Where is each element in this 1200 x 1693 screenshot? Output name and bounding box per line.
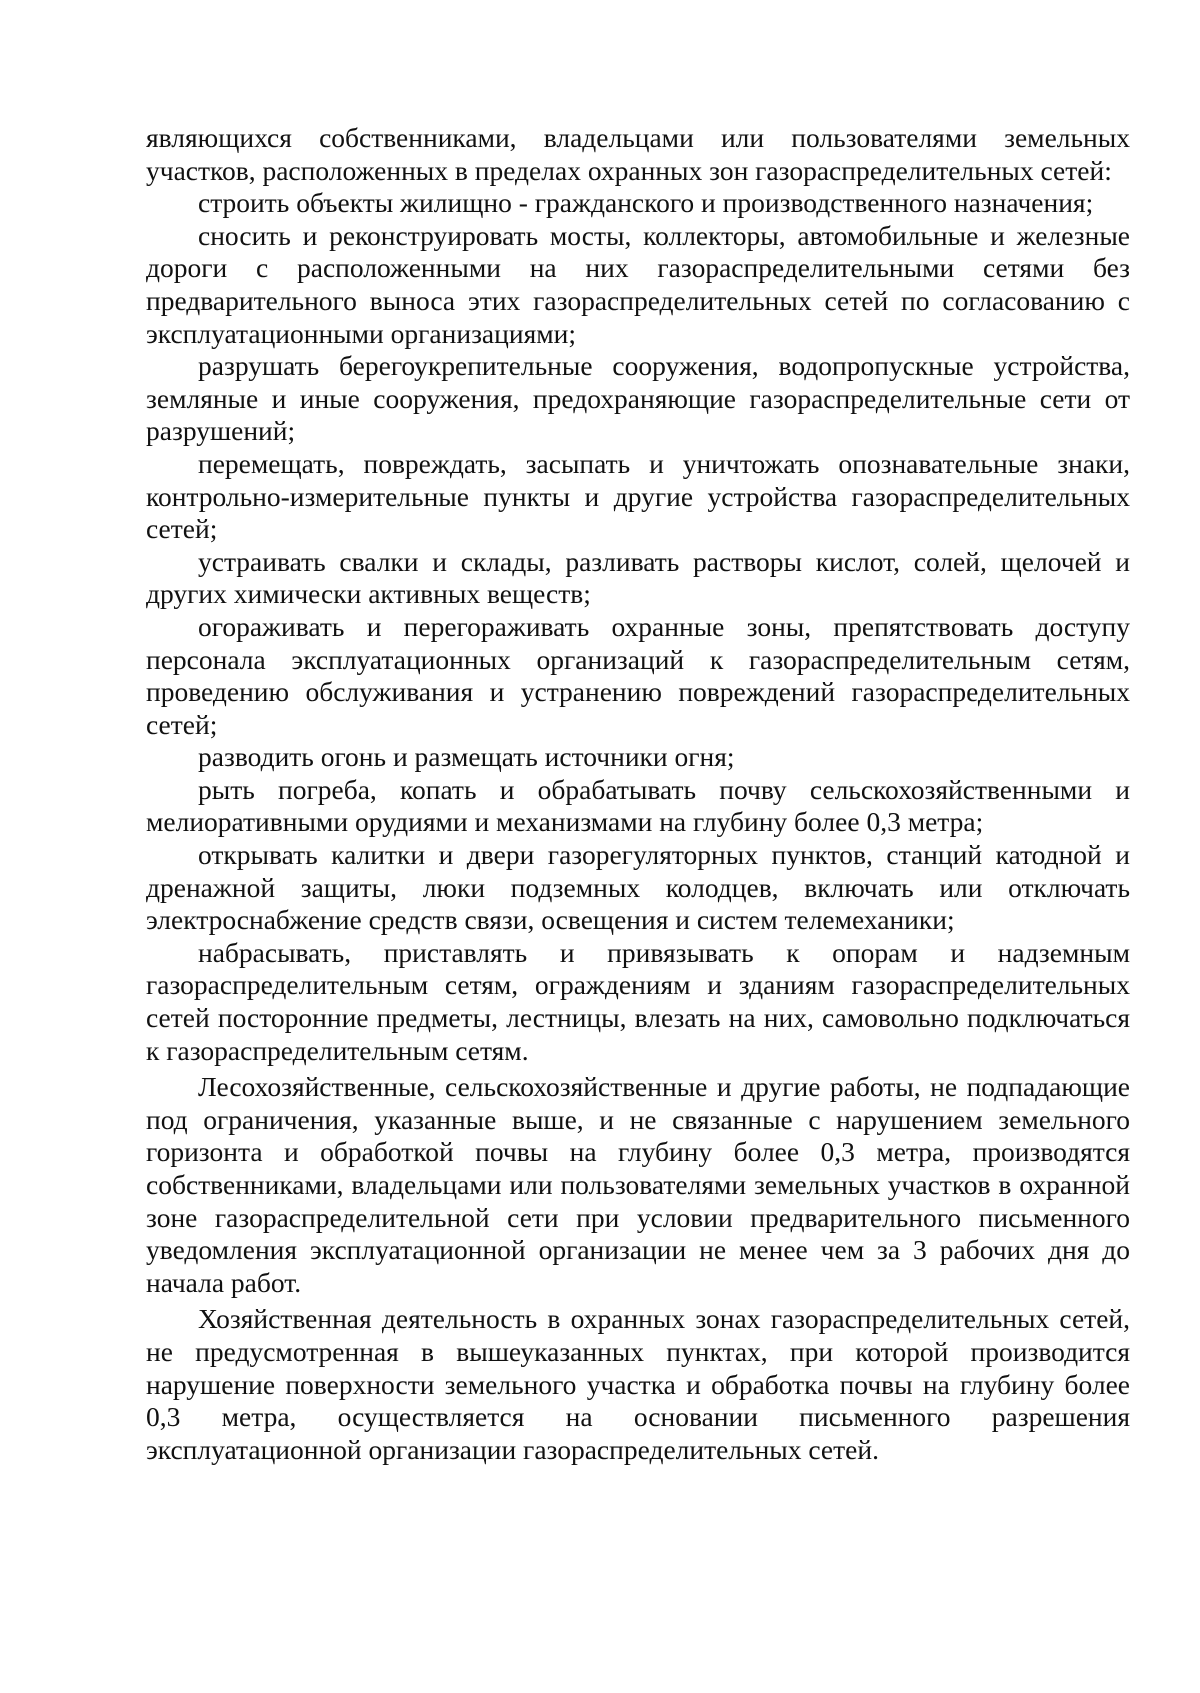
paragraph-dumps-warehouses: устраивать свалки и склады, разливать растворы кислот, солей, щелочей и других химически активных веществ; [146,545,1130,610]
paragraph-open-gates: открывать калитки и двери газорегуляторных пунктов, станций катодной и дренажной защиты, люки подземных колодцев, включать или отключать электроснабжение средств связи, освещения и систем телемеханики; [146,839,1130,936]
paragraph-build-objects: строить объекты жилищно - гражданского и производственного назначения; [198,187,1094,219]
paragraph-destroy-structures: разрушать берегоукрепительные сооружения, водопропускные устройства, земляные и иные сооружения, предохраняющие газораспределительные сети от разрушений; [146,350,1130,447]
paragraph-dig-cellars: рыть погреба, копать и обрабатывать почву сельскохозяйственными и мелиоративными орудиями и механизмами на глубину более 0,3 метра; [146,773,1130,838]
document-page [146,122,1130,1466]
paragraph-economic-activity: Хозяйственная деятельность в охранных зонах газораспределительных сетей, не предусмотренная в вышеуказанных пунктах, при которой производится нарушение поверхности земельного участка и обработка почвы на глубину более 0,3 метра, осуществляется на основании письменного разрешения эксплуатационной организации газораспределительных сетей. [146,1303,1130,1465]
paragraph-intro-continuation: являющихся собственниками, владельцами или пользователями земельных участков, расположенных в пределах охранных зон газораспределительных сетей: [146,122,1130,186]
paragraph-fence-zones: огораживать и перегораживать охранные зоны, препятствовать доступу персонала эксплуатационных организаций к газораспределительным сетям, проведению обслуживания и устранению повреждений газораспределительных сетей; [146,610,1130,740]
paragraph-move-signs: перемещать, повреждать, засыпать и уничтожать опознавательные знаки, контрольно-измерительные пункты и другие устройства газораспределительных сетей; [146,447,1130,545]
paragraph-make-fire: разводить огонь и размещать источники огня; [198,741,735,773]
paragraph-demolish-bridges: сносить и реконструировать мосты, коллекторы, автомобильные и железные дороги с расположенными на них газораспределительными сетями без предварительного выноса этих газораспределительных сетей по согласованию с эксплуатационными организациями; [146,219,1130,349]
paragraph-forestry-works: Лесохозяйственные, сельскохозяйственные и другие работы, не подпадающие под ограничения, указанные выше, и не связанные с нарушением земельного горизонта и обработкой почвы на глубину более 0,3 метра, производятся собственниками, владельцами или пользователями земельных участков в охранной зоне газораспределительной сети при условии предварительного письменного уведомления эксплуатационной организации не менее чем за 3 рабочих дня до начала работ. [146,1071,1130,1298]
paragraph-throw-objects: набрасывать, приставлять и привязывать к опорам и надземным газораспределительным сетям, ограждениям и зданиям газораспределительных сетей посторонние предметы, лестницы, влезать на них, самовольно подключаться к газораспределительным сетям. [146,936,1130,1066]
